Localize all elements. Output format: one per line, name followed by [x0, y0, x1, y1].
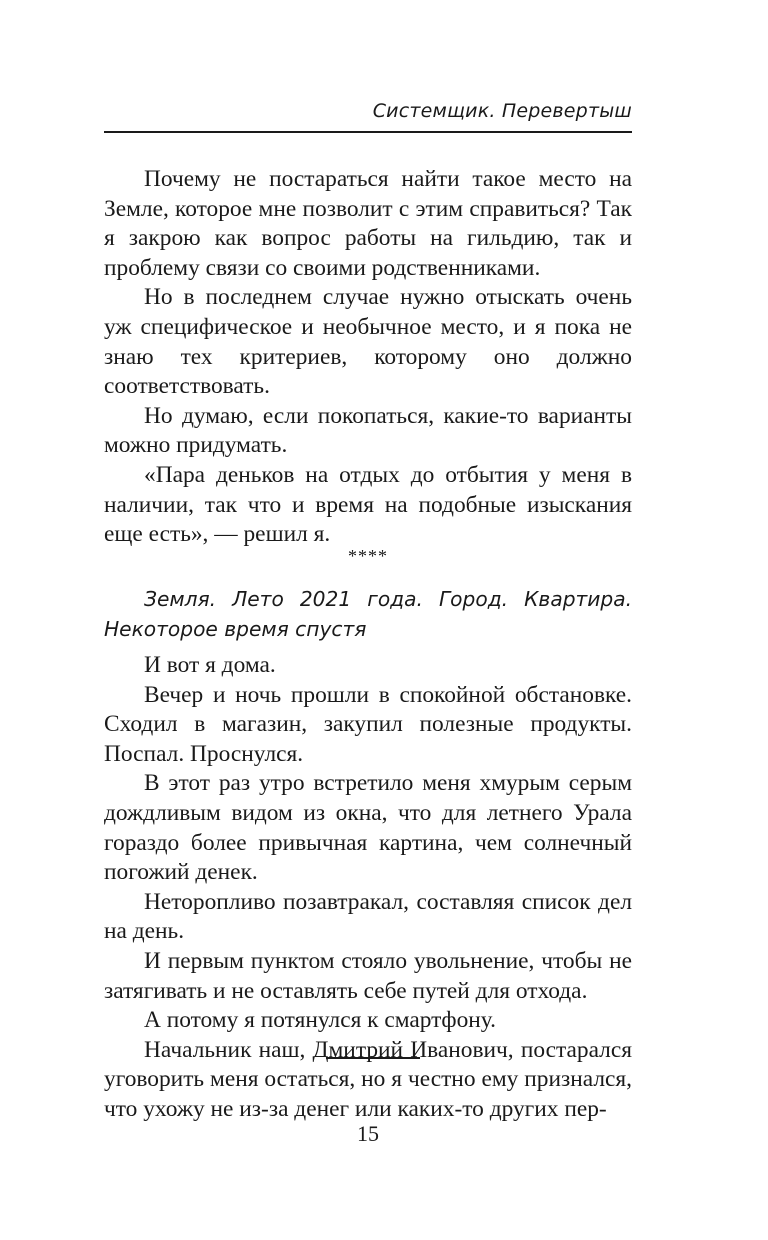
paragraph: В этот раз утро встретило меня хмурым серым дождливым видом из окна, что для летнего Урала гораздо более привычная картина, чем солнечный погожий денек. [104, 770, 632, 886]
paragraph: Но думаю, если покопаться, какие-то варианты можно придумать. [104, 402, 632, 459]
footer-rule [326, 1057, 420, 1059]
body-text-part-2 [104, 651, 632, 1125]
page-number: 15 [357, 1121, 379, 1146]
paragraph: И вот я дома. [144, 652, 276, 678]
paragraph: Почему не постараться найти такое место на Земле, которое мне позволит с этим справиться? Так я закрою как вопрос работы на гильдию, так и проблему связи со своими родственниками. [104, 166, 632, 281]
paragraph: Вечер и ночь прошли в спокойной обстановке. Сходил в магазин, закупил полезные продукты. Поспал. Проснулся. [104, 681, 632, 767]
body-text-part-1 [104, 165, 632, 550]
running-head: Системщик. Перевертыш [372, 100, 632, 122]
section-subheading: Земля. Лето 2021 года. Город. Квартира. Некоторое время спустя [104, 587, 632, 641]
paragraph: Но в последнем случае нужно отыскать очень уж специфическое и необычное место, и я пока не знаю тех критериев, которому оно должно соответствовать. [104, 284, 632, 400]
section-break: **** [348, 546, 388, 566]
paragraph: А потому я потянулся к смартфону. [144, 1007, 496, 1034]
paragraph: Начальник наш, Дмитрий Иванович, постарался уговорить меня остаться, но я честно ему признался, что ухожу не из-за денег или каких-то других пер- [104, 1036, 632, 1122]
paragraph: И первым пунктом стояло увольнение, чтобы не затягивать и не оставлять себе путей для отхода. [104, 947, 632, 1004]
paragraph: Неторопливо позавтракал, составляя список дел на день. [104, 888, 632, 945]
paragraph: «Пара деньков на отдых до отбытия у меня в наличии, так что и время на подобные изыскания еще есть», — решил я. [104, 461, 632, 548]
header-rule [104, 131, 632, 133]
